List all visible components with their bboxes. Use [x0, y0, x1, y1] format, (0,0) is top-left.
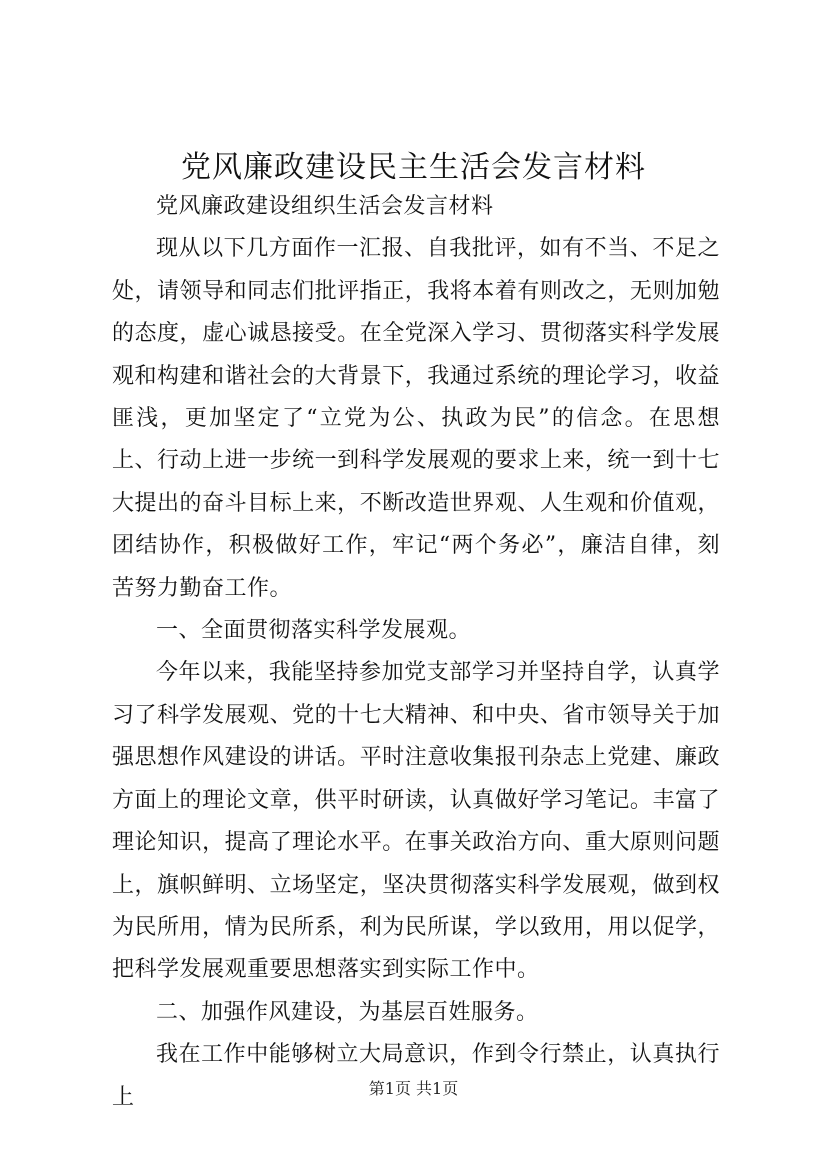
document-body [112, 186, 720, 1119]
intro-paragraph: 现从以下几方面作一汇报、自我批评，如有不当、不足之处，请领导和同志们批评指正，我将本着有则改之，无则加勉的态度，虚心诚恳接受。在全党深入学习、贯彻落实科学发展观和构建和谐社会的大背景下，我通过系统的理论学习，收益匪浅，更加坚定了“立党为公、执政为民”的信念。在思想上、行动上进一步统一到科学发展观的要求上来，统一到十七大提出的奋斗目标上来，不断改造世界观、人生观和价值观，团结协作，积极做好工作，牢记“两个务必”，廉洁自律，刻苦努力勤奋工作。 [112, 236, 720, 601]
section-heading-1: 一、全面贯彻落实科学发展观。 [156, 618, 472, 644]
section-paragraph-1: 今年以来，我能坚持参加党支部学习并坚持自学，认真学习了科学发展观、党的十七大精神、和中央、省市领导关于加强思想作风建设的讲话。平时注意收集报刊杂志上党建、廉政方面上的理论文章，供平时研读，认真做好学习笔记。丰富了理论知识，提高了理论水平。在事关政治方向、重大原则问题上，旗帜鲜明、立场坚定，坚决贯彻落实科学发展观，做到权为民所用，情为民所系，利为民所谋，学以致用，用以促学，把科学发展观重要思想落实到实际工作中。 [112, 660, 720, 983]
page-footer [0, 1079, 827, 1099]
section-heading-2: 二、加强作风建设，为基层百姓服务。 [156, 999, 539, 1025]
document-title: 党风廉政建设民主生活会发言材料 [181, 150, 646, 185]
section-paragraph-2: 我在工作中能够树立大局意识，作到令行禁止，认真执行上 [112, 1042, 720, 1110]
page-number-label: 第1页 共1页 [368, 1079, 459, 1098]
subtitle-paragraph: 党风廉政建设组织生活会发言材料 [156, 194, 494, 219]
